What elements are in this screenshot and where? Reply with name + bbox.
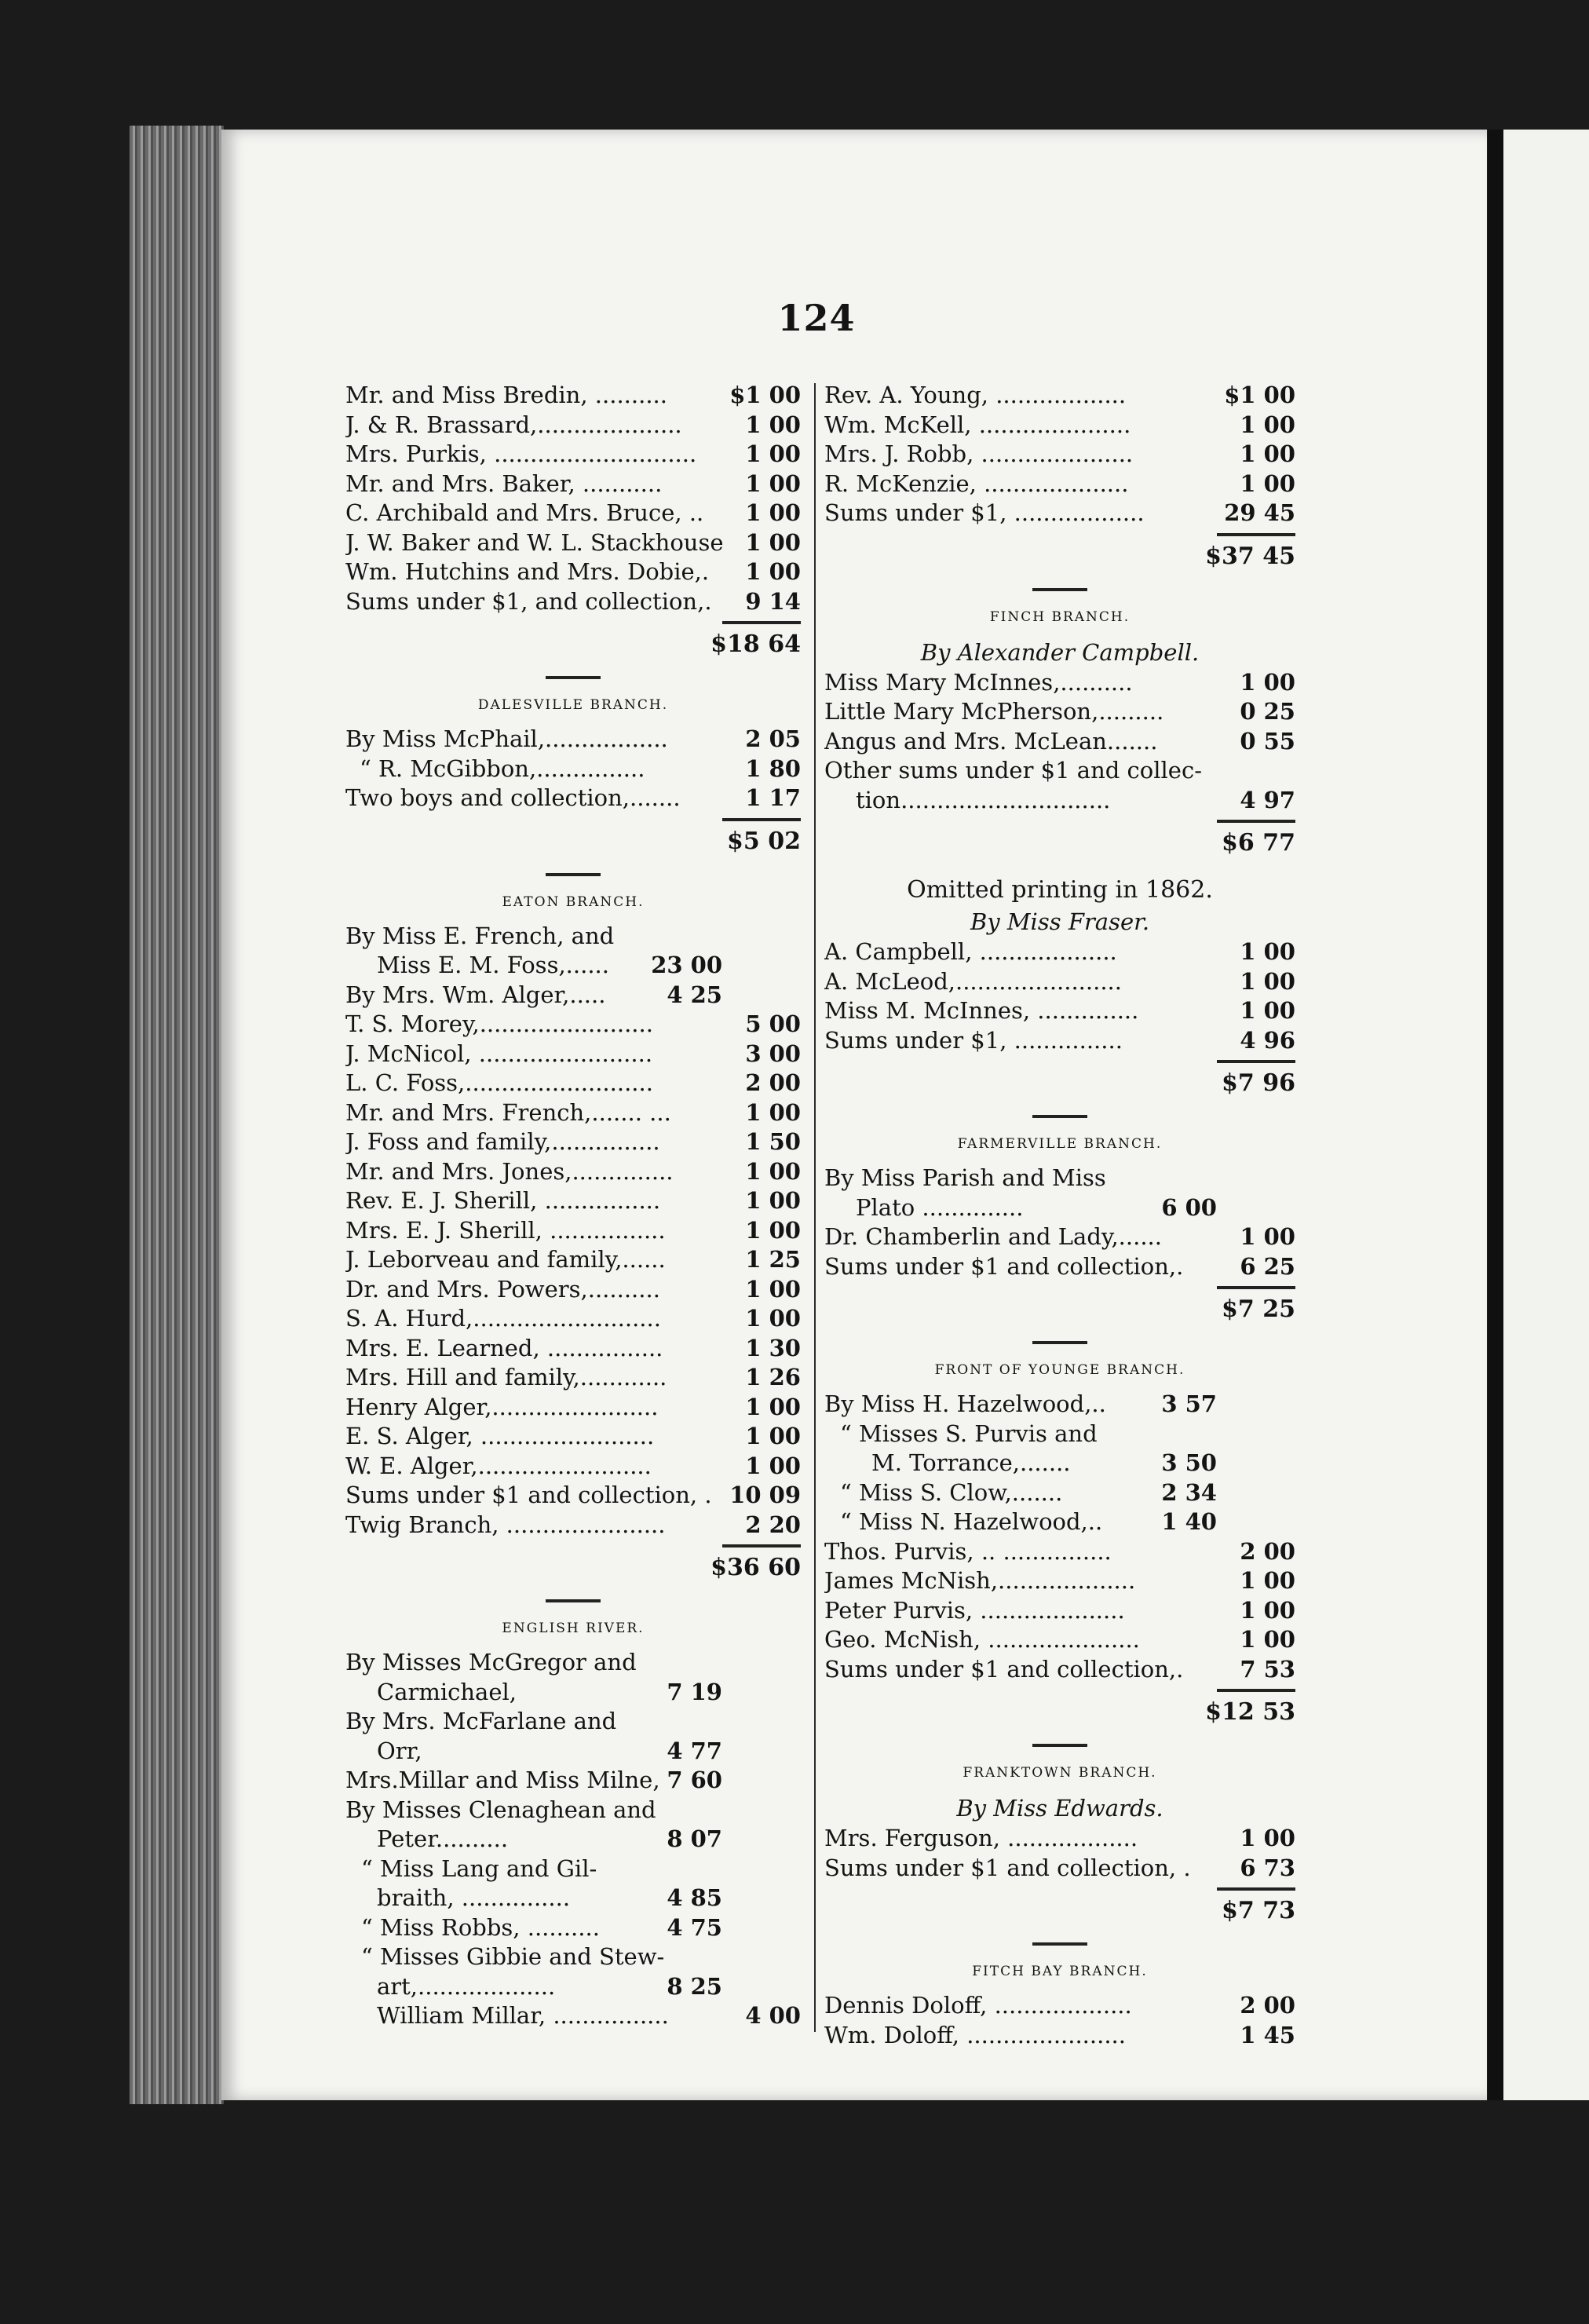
list-item: “ Miss N. Hazelwood,.. 1 40	[840, 1508, 1217, 1535]
facing-page-edge	[1503, 130, 1589, 2100]
section-total: $7 73	[1222, 1897, 1295, 1924]
list-item: Sums under $1 and collection, . 6 73	[824, 1854, 1295, 1881]
section-total: $5 02	[727, 827, 801, 855]
list-item: Sums under $1 and collection,. 6 25	[824, 1252, 1295, 1280]
list-item: A. Campbell, ................... 1 00	[824, 938, 1295, 965]
list-item: Mrs. J. Robb, ..................... 1 00	[824, 440, 1295, 467]
list-item: tion............................. 4 97	[856, 786, 1295, 813]
entry-line: “ Misses Gibbie and Stew-	[361, 1943, 665, 1970]
sum-rule	[1217, 1887, 1295, 1891]
top-entries	[345, 381, 801, 660]
book-gutter	[1488, 130, 1503, 2100]
entry-line: “ Misses S. Purvis and	[840, 1420, 1098, 1447]
list-item: J. McNicol, ........................ 3 00	[345, 1040, 801, 1067]
list-item: By Miss H. Hazelwood,.. 3 57	[824, 1390, 1217, 1417]
section-total: $7 96	[1222, 1069, 1295, 1097]
section-total: $12 53	[1205, 1698, 1295, 1726]
list-item: J. Leborveau and family,...... 1 25	[345, 1246, 801, 1273]
english-river-branch	[345, 1617, 801, 2031]
list-item: Sums under $1 and collection,. 7 53	[824, 1655, 1295, 1683]
list-item: Geo. McNish, ..................... 1 00	[824, 1626, 1295, 1653]
list-item: “ R. McGibbon,............... 1 80	[360, 755, 801, 782]
collector-byline: By Alexander Campbell.	[920, 638, 1200, 666]
page-number: 124	[777, 297, 856, 339]
list-item: Carmichael, 7 19	[377, 1678, 722, 1705]
entry-line: By Miss E. French, and	[345, 922, 615, 949]
section-divider	[546, 873, 601, 876]
section-divider	[1032, 1942, 1087, 1946]
fitch-bay-branch	[824, 1960, 1295, 2050]
left-column	[345, 381, 801, 2031]
list-item: Dr. Chamberlin and Lady,...... 1 00	[824, 1223, 1295, 1250]
list-item: Mrs. Hill and family,............ 1 26	[345, 1364, 801, 1390]
collector-byline: By Miss Fraser.	[970, 908, 1150, 935]
list-item: Mr. and Mrs. Jones,.............. 1 00	[345, 1157, 801, 1185]
sum-rule	[722, 621, 801, 624]
branch-heading: FINCH BRANCH.	[989, 608, 1131, 625]
list-item: R. McKenzie, .................... 1 00	[824, 470, 1295, 497]
list-item: Orr, 4 77	[377, 1737, 722, 1764]
list-item: L. C. Foss,.......................... 2 00	[345, 1069, 801, 1096]
branch-heading: DALESVILLE BRANCH.	[477, 697, 669, 713]
list-item: Mrs.Millar and Miss Milne, 7 60	[345, 1767, 722, 1793]
branch-heading: FITCH BAY BRANCH.	[972, 1964, 1148, 1979]
column-divider	[814, 383, 816, 2032]
list-item: Rev. A. Young, .................. $1 00	[824, 382, 1295, 408]
list-item: W. E. Alger,........................ 1 00	[345, 1452, 801, 1479]
list-item: Little Mary McPherson,......... 0 25	[824, 698, 1295, 725]
franktown-branch	[824, 1761, 1295, 1927]
list-item: Plato .............. 6 00	[856, 1193, 1217, 1221]
entry-line: By Misses McGregor and	[345, 1649, 637, 1675]
list-item: James McNish,................... 1 00	[824, 1567, 1295, 1594]
list-item: Mr. and Miss Bredin, .......... $1 00	[345, 382, 801, 408]
entry-line: By Miss Parish and Miss	[824, 1164, 1106, 1191]
section-note: Omitted printing in 1862.	[907, 876, 1213, 904]
sum-rule	[1217, 1286, 1295, 1289]
branch-heading: FRANKTOWN BRANCH.	[963, 1765, 1157, 1781]
list-item: Peter.......... 8 07	[377, 1825, 722, 1852]
branch-heading: FARMERVILLE BRANCH.	[957, 1136, 1163, 1152]
list-item: Henry Alger,....................... 1 00	[345, 1393, 801, 1420]
list-item: C. Archibald and Mrs. Bruce, .. 1 00	[345, 499, 801, 526]
list-item: Wm. Hutchins and Mrs. Dobie,. 1 00	[345, 558, 801, 585]
list-item: M. Torrance,....... 3 50	[871, 1449, 1217, 1476]
section-divider	[546, 1599, 601, 1602]
list-item: Mrs. Purkis, ............................ 1 00	[345, 440, 801, 467]
list-item: Angus and Mrs. McLean....... 0 55	[824, 727, 1295, 755]
sum-rule	[722, 1544, 801, 1548]
farmerville-branch	[824, 1132, 1295, 1325]
list-item: Thos. Purvis, .. ............... 2 00	[824, 1537, 1295, 1565]
list-item: A. McLeod,....................... 1 00	[824, 967, 1295, 995]
list-item: Wm. Doloff, ...................... 1 45	[824, 2021, 1295, 2048]
list-item: William Millar, ................ 4 00	[377, 2002, 801, 2029]
entry-line: “ Miss Lang and Gil-	[361, 1854, 597, 1882]
finch-branch	[824, 605, 1295, 860]
section-divider	[546, 676, 601, 679]
sum-rule	[722, 818, 801, 821]
entry-line: Other sums under $1 and collec-	[824, 757, 1202, 784]
sum-rule	[1217, 820, 1295, 823]
top-entries	[824, 381, 1295, 572]
list-item: Peter Purvis, .................... 1 00	[824, 1596, 1295, 1624]
list-item: Sums under $1, ............... 4 96	[824, 1026, 1295, 1054]
list-item: Sums under $1, .................. 29 45	[824, 499, 1295, 526]
list-item: Twig Branch, ...................... 2 20	[345, 1511, 801, 1538]
sum-rule	[1217, 1689, 1295, 1692]
collector-byline: By Miss Edwards.	[956, 1795, 1163, 1822]
list-item: By Mrs. Wm. Alger,..... 4 25	[345, 981, 722, 1008]
list-item: braith, ............... 4 85	[377, 1884, 722, 1911]
book-edge-left	[130, 126, 224, 2104]
list-item: Miss Mary McInnes,.......... 1 00	[824, 668, 1295, 696]
sum-rule	[1217, 533, 1295, 536]
list-item: Dennis Doloff, ................... 2 00	[824, 1992, 1295, 2019]
list-item: art,................... 8 25	[377, 1972, 722, 2000]
section-divider	[1032, 1115, 1087, 1118]
list-item: J. & R. Brassard,.................... 1 00	[345, 411, 801, 438]
list-item: “ Miss S. Clow,....... 2 34	[840, 1478, 1217, 1506]
dalesville-branch	[345, 693, 801, 857]
list-item: Dr. and Mrs. Powers,.......... 1 00	[345, 1275, 801, 1303]
list-item: Miss E. M. Foss,...... 23 00	[377, 952, 722, 978]
right-column	[824, 381, 1295, 2050]
eaton-branch	[345, 890, 801, 1584]
section-total: $37 45	[1205, 542, 1295, 570]
section-total: $18 64	[710, 630, 801, 658]
section-divider	[1032, 1744, 1087, 1747]
entry-line: By Mrs. McFarlane and	[345, 1708, 617, 1734]
entry-line: By Misses Clenaghean and	[345, 1796, 656, 1823]
list-item: “ Miss Robbs, .......... 4 75	[361, 1913, 722, 1941]
section-divider	[1032, 1341, 1087, 1344]
section-divider	[1032, 588, 1087, 591]
list-item: S. A. Hurd,.......................... 1 00	[345, 1305, 801, 1332]
front-of-younge-branch	[824, 1358, 1295, 1728]
section-total: $36 60	[710, 1554, 801, 1581]
list-item: Mr. and Mrs. French,....... ... 1 00	[345, 1098, 801, 1126]
list-item: Wm. McKell, ..................... 1 00	[824, 411, 1295, 438]
list-item: E. S. Alger, ........................ 1 00	[345, 1423, 801, 1449]
list-item: Rev. E. J. Sherill, ................ 1 00	[345, 1187, 801, 1214]
list-item: J. W. Baker and W. L. Stackhouse 1 00	[345, 528, 801, 556]
list-item: Mrs. Ferguson, .................. 1 00	[824, 1825, 1295, 1851]
list-item: Mrs. E. Learned, ................ 1 30	[345, 1334, 801, 1361]
omitted-section	[824, 875, 1295, 1099]
list-item: By Miss McPhail,................. 2 05	[345, 725, 801, 752]
list-item: T. S. Morey,........................ 5 00	[345, 1010, 801, 1037]
list-item: Mrs. E. J. Sherill, ................ 1 00	[345, 1216, 801, 1244]
list-item: Mr. and Mrs. Baker, ........... 1 00	[345, 470, 801, 497]
branch-heading: ENGLISH RIVER.	[502, 1621, 645, 1636]
branch-heading: FRONT OF YOUNGE BRANCH.	[934, 1362, 1185, 1378]
branch-heading: EATON BRANCH.	[502, 893, 645, 910]
sum-rule	[1217, 1060, 1295, 1063]
section-total: $7 25	[1222, 1295, 1295, 1323]
list-item: Miss M. McInnes, .............. 1 00	[824, 997, 1295, 1024]
list-item: Sums under $1 and collection, . 10 09	[345, 1482, 801, 1508]
list-item: Sums under $1, and collection,. 9 14	[345, 587, 801, 615]
list-item: J. Foss and family,............... 1 50	[345, 1128, 801, 1155]
list-item: Two boys and collection,....... 1 17	[345, 784, 801, 811]
section-total: $6 77	[1222, 829, 1295, 857]
